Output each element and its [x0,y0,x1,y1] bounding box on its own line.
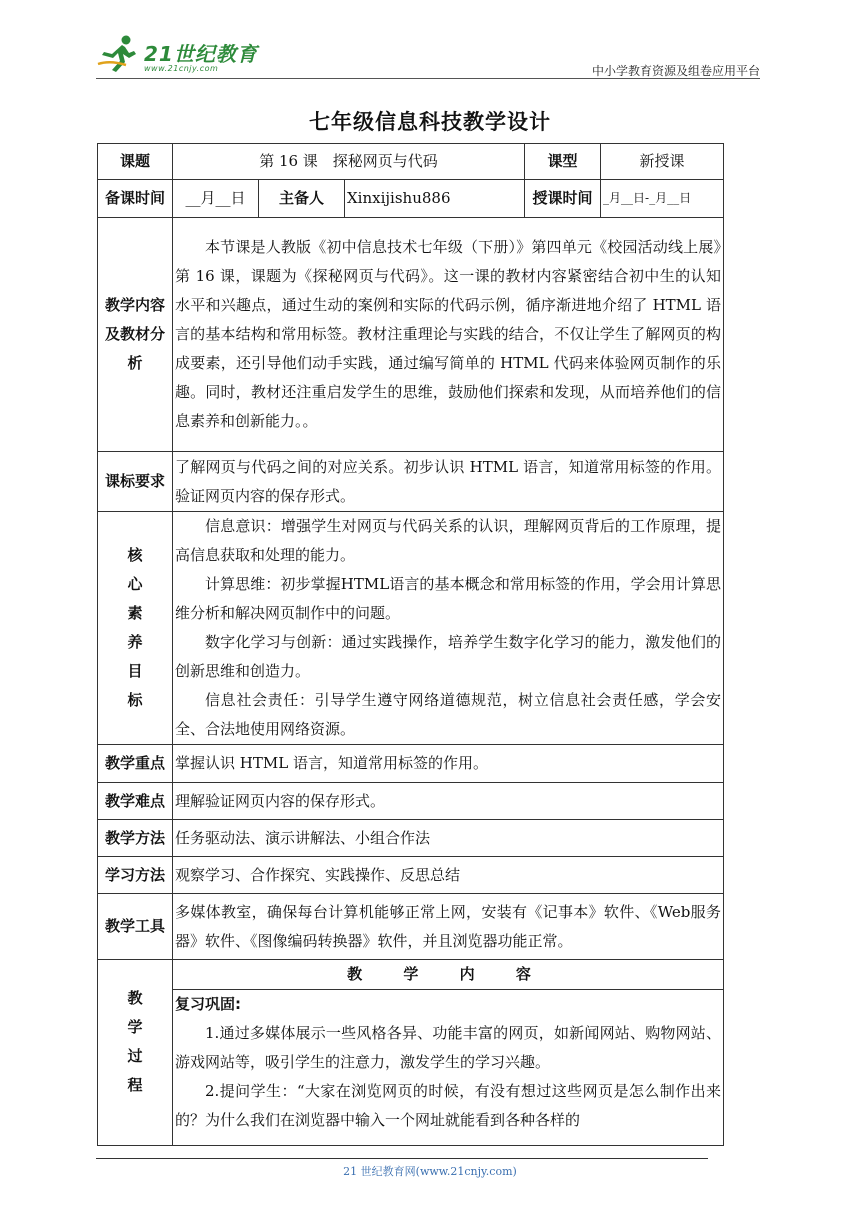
process-item: 2.提问学生：“大家在浏览网页的时候，有没有想过这些网页是怎么制作出来的？为什么我们在浏览器中输入一个网址就能看到各种各样的 [175,1082,722,1129]
label-preparer: 主备人 [259,180,345,218]
tools-text: 多媒体教室，确保每台计算机能够正常上网，安装有《记事本》软件、《Web服务器》软件、《图像编码转换器》软件，并且浏览器功能正常。 [175,902,722,950]
literacy-item: 信息社会责任：引导学生遵守网络道德规范，树立信息社会责任感，学会安全、合法地使用网络资源。 [175,691,722,738]
preparer-name: Xinxijishu886 [345,180,525,218]
analysis-cell [173,218,724,452]
literacy-item: 数字化学习与创新：通过实践操作，培养学生数字化学习的能力，激发他们的创新思维和创造力。 [175,633,722,680]
label-literacy-char: 养 [127,633,143,651]
header-platform-text: 中小学教育资源及组卷应用平台 [591,64,760,78]
label-process-char: 教 [127,989,143,1007]
table-row-analysis [98,218,724,452]
label-process [98,960,173,1146]
table-row-prep [98,180,724,218]
lesson-plan-table [97,143,724,1146]
table-row-study [98,857,724,894]
label-method: 教学方法 [98,820,173,857]
page-footer[interactable]: 21 世纪教育网(www.21cnjy.com) [343,1165,517,1178]
table-row-difficulty [98,783,724,820]
process-content-heading: 教 学 内 容 [173,960,724,990]
document-title: 七年级信息科技教学设计 [309,110,551,134]
label-lesson: 课题 [98,144,173,180]
table-row-lesson [98,144,724,180]
table-row-key-point [98,745,724,783]
analysis-text: 本节课是人教版《初中信息技术七年级（下册）》第四单元《校园活动线上展》第 16 课，课题为《探秘网页与代码》。这一课的教材内容紧密结合初中生的认知水平和兴趣点，通过生动的案例和实际的代码示例，循序渐进地介绍了 HTML 语言的基本结构和常用标签。教材注重理论与实践的结合，不仅让学生了解网页的构成要素，还引导他们动手实践，通过编写简单的 HTML 代码来体验网页制作的乐趣。同时，教材还注重启发学生的思维，鼓励他们探索和发现，从而培养他们的信息素养和创新能力。。 [175,238,722,430]
teach-time: _月__日-_月__日 [601,180,724,218]
label-literacy [98,512,173,745]
label-prep-time: 备课时间 [98,180,173,218]
runner-logo-icon [96,34,142,74]
label-lesson-type: 课型 [525,144,601,180]
table-row-process-body [98,990,724,1146]
difficulty-text: 理解验证网页内容的保存形式。 [173,783,724,820]
label-standard: 课标要求 [98,452,173,512]
label-literacy-char: 心 [127,575,143,593]
literacy-item: 计算思维：初步掌握HTML语言的基本概念和常用标签的作用，学会用计算思维分析和解决网页制作中的问题。 [175,575,722,622]
logo-text: 21世纪教育 [144,42,258,66]
table-row-standard [98,452,724,512]
logo-url: www.21cnjy.com [144,64,219,73]
label-key-point: 教学重点 [98,745,173,783]
prep-time: __月__日 [173,180,259,218]
process-subheading: 复习巩固: [175,995,241,1013]
footer-divider [96,1158,708,1159]
label-analysis: 教学内容及教材分析 [98,218,173,452]
label-study: 学习方法 [98,857,173,894]
label-literacy-char: 标 [127,691,143,709]
label-literacy-char: 核 [127,546,143,564]
standard-cell [173,452,724,512]
label-process-char: 程 [127,1076,143,1094]
table-row-literacy [98,512,724,745]
lesson-title: 第 16 课 探秘网页与代码 [173,144,525,180]
label-tools: 教学工具 [98,894,173,960]
label-process-char: 学 [127,1018,143,1036]
label-literacy-char: 目 [127,662,143,680]
process-item: 1.通过多媒体展示一些风格各异、功能丰富的网页，如新闻网站、购物网站、游戏网站等，吸引学生的注意力，激发学生的学习兴趣。 [175,1024,722,1071]
tools-cell [173,894,724,960]
label-teach-time: 授课时间 [525,180,601,218]
table-row-process-head [98,960,724,990]
key-point-text: 掌握认识 HTML 语言，知道常用标签的作用。 [173,745,724,783]
method-text: 任务驱动法、演示讲解法、小组合作法 [173,820,724,857]
standard-text: 了解网页与代码之间的对应关系。初步认识 HTML 语言，知道常用标签的作用。验证网页内容的保存形式。 [175,457,722,505]
header-divider [96,78,760,79]
literacy-item: 信息意识：增强学生对网页与代码关系的认识，理解网页背后的工作原理，提高信息获取和处理的能力。 [175,517,722,564]
site-logo[interactable] [96,34,266,76]
label-process-char: 过 [127,1047,143,1065]
label-difficulty: 教学难点 [98,783,173,820]
table-row-tools [98,894,724,960]
label-literacy-char: 素 [127,604,143,622]
table-row-method [98,820,724,857]
page-header [96,32,760,80]
study-text: 观察学习、合作探究、实践操作、反思总结 [173,857,724,894]
lesson-type: 新授课 [601,144,724,180]
literacy-cell [173,512,724,745]
process-cell [173,990,724,1146]
